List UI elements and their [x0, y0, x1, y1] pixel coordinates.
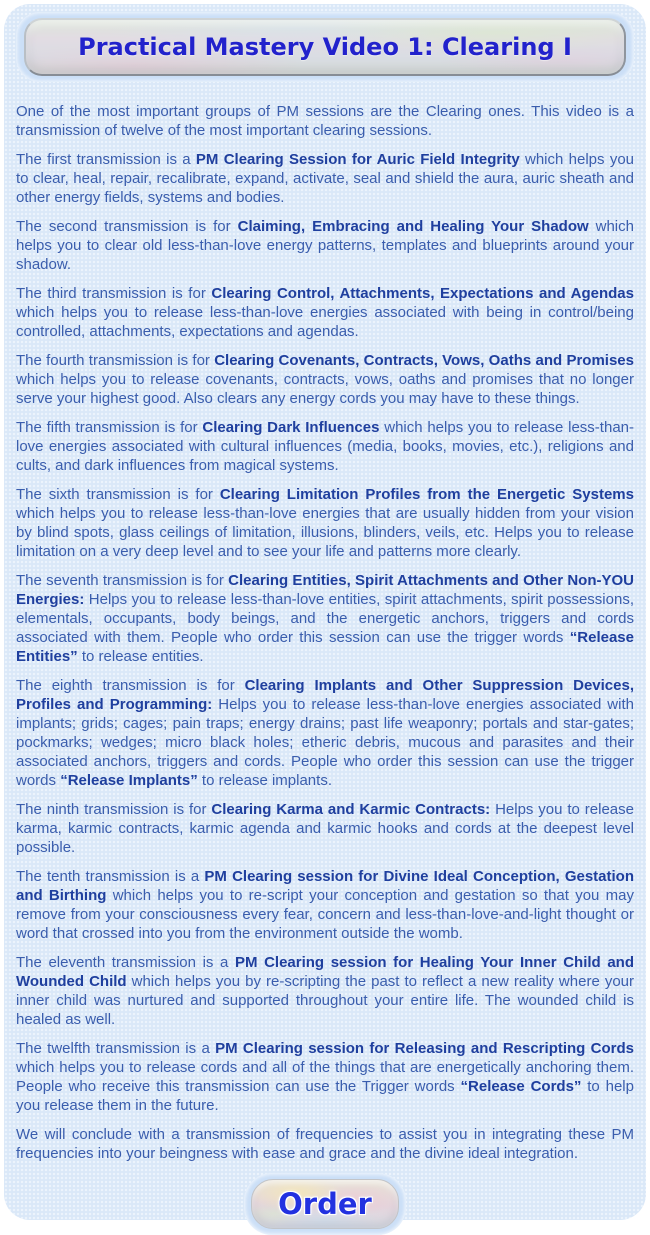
- paragraph-text-run: which helps you to release cords and all of the things that are energetically anchoring them. People who receive this transmission can use the Trigger words: [16, 1059, 634, 1095]
- title-banner: [16, 12, 634, 82]
- paragraph-text-run: The seventh transmission is for: [16, 572, 228, 589]
- paragraph: [16, 1039, 634, 1115]
- paragraph: [16, 867, 634, 943]
- paragraph-text-run: which helps you to clear, heal, repair, recalibrate, expand, activate, seal and shield the aura, auric sheath and other energy fields, systems and bodies.: [16, 151, 634, 206]
- page-title: Practical Mastery Video 1: Clearing I: [78, 33, 572, 61]
- paragraph: [16, 102, 634, 140]
- paragraph-text-run: which helps you to release less-than-love energies associated with being in control/being controlled, attachments, expectations and agendas.: [16, 304, 634, 340]
- paragraph: [16, 217, 634, 274]
- paragraph-text-run: The ninth transmission is for: [16, 801, 211, 818]
- paragraph-text-run: to release implants.: [198, 772, 332, 789]
- order-button-pill: [251, 1179, 399, 1229]
- paragraph-bold-run: Clearing Covenants, Contracts, Vows, Oaths and Promises: [214, 352, 634, 369]
- paragraph-text-run: We will conclude with a transmission of frequencies to assist you in integrating these PM frequencies into your beingness with ease and grace and the divine ideal integration.: [16, 1126, 634, 1162]
- paragraph-text-run: The eighth transmission is for: [16, 677, 245, 694]
- paragraph-bold-run: “Release Cords”: [461, 1078, 582, 1095]
- paragraph-bold-run: PM Clearing session for Healing Your Inner Child and Wounded Child: [16, 954, 634, 990]
- paragraph-bold-run: Claiming, Embracing and Healing Your Shadow: [238, 218, 589, 235]
- paragraph: [16, 418, 634, 475]
- paragraph-text-run: The second transmission is for: [16, 218, 238, 235]
- paragraph-text-run: The fifth transmission is for: [16, 419, 202, 436]
- paragraph-text-run: Helps you to release karma, karmic contracts, karmic agenda and karmic hooks and cords at the deepest level possible.: [16, 801, 634, 856]
- paragraph-text-run: One of the most important groups of PM sessions are the Clearing ones. This video is a transmission of twelve of the most important clearing sessions.: [16, 103, 634, 139]
- paragraph: [16, 1125, 634, 1163]
- paragraph: [16, 571, 634, 666]
- paragraph-bold-run: PM Clearing session for Divine Ideal Conception, Gestation and Birthing: [16, 868, 634, 904]
- paragraph-text-run: which helps you to release covenants, contracts, vows, oaths and promises that no longer serve your highest good. Also clears any energy cords you may have to these things.: [16, 371, 634, 407]
- paragraph-bold-run: PM Clearing Session for Auric Field Integrity: [196, 151, 520, 168]
- paragraph-text-run: which helps you by re-scripting the past to reflect a new reality where your inner child was nurtured and supported throughout your entire life. The wounded child is healed as well.: [16, 973, 634, 1028]
- paragraph-bold-run: “Release Implants”: [60, 772, 198, 789]
- paragraph-text-run: to release entities.: [78, 648, 204, 665]
- paragraph: [16, 800, 634, 857]
- title-banner-pill: [24, 18, 626, 76]
- paragraph: [16, 284, 634, 341]
- paragraph: [16, 676, 634, 790]
- paragraph-bold-run: Clearing Karma and Karmic Contracts:: [211, 801, 490, 818]
- paragraph: [16, 953, 634, 1029]
- paragraph-text-run: to help you release them in the future.: [16, 1078, 634, 1114]
- paragraph-text-run: The eleventh transmission is a: [16, 954, 235, 971]
- paragraph-bold-run: Clearing Dark Influences: [202, 419, 379, 436]
- paragraph-bold-run: “Release Entities”: [16, 629, 634, 665]
- paragraph-bold-run: Clearing Entities, Spirit Attachments and Other Non-YOU Energies:: [16, 572, 634, 608]
- paragraph-text-run: which helps you to release less-than-love energies associated with cultural influences (media, books, movies, etc.), religions and cults, and dark influences from magical systems.: [16, 419, 634, 474]
- paragraph: [16, 485, 634, 561]
- paragraph-text-run: The twelfth transmission is a: [16, 1040, 215, 1057]
- paragraph-text-run: The tenth transmission is a: [16, 868, 204, 885]
- paragraph-bold-run: Clearing Limitation Profiles from the Energetic Systems: [220, 486, 634, 503]
- paragraph-bold-run: Clearing Control, Attachments, Expectations and Agendas: [211, 285, 634, 302]
- paragraph-text-run: The first transmission is a: [16, 151, 196, 168]
- page-panel: [4, 4, 646, 1220]
- order-button-area: [14, 1173, 636, 1235]
- order-button-label: Order: [278, 1187, 372, 1221]
- paragraph: [16, 150, 634, 207]
- order-button[interactable]: [244, 1173, 406, 1235]
- paragraph: [16, 351, 634, 408]
- paragraph-text-run: which helps you to clear old less-than-love energy patterns, templates and blueprints around your shadow.: [16, 218, 634, 273]
- paragraph-text-run: Helps you to release less-than-love entities, spirit attachments, spirit possessions, elementals, occupants, body beings, and the energetic anchors, triggers and cords associated with them. People who order this session can use the trigger words: [16, 591, 634, 646]
- paragraph-text-run: which helps you to re-script your conception and gestation so that you may remove from your consciousness every fear, concern and less-than-love-and-light thought or word that crossed into you from the environment outside the womb.: [16, 887, 634, 942]
- body-text: [14, 102, 636, 1163]
- paragraph-text-run: The fourth transmission is for: [16, 352, 214, 369]
- paragraph-text-run: which helps you to release less-than-love energies that are usually hidden from your vision by blind spots, glass ceilings of limitation, illusions, blinders, veils, etc. Helps you to release limitation on a very deep level and to see your life and patterns more clearly.: [16, 505, 634, 560]
- paragraph-text-run: The sixth transmission is for: [16, 486, 220, 503]
- paragraph-text-run: The third transmission is for: [16, 285, 211, 302]
- paragraph-bold-run: PM Clearing session for Releasing and Rescripting Cords: [215, 1040, 634, 1057]
- paragraph-text-run: Helps you to release less-than-love energies associated with implants; grids; cages; pain traps; energy drains; past life weaponry; portals and star-gates; pockmarks; wedges; micro black holes; etheric debris, mucous and parasites and their associated anchors, triggers and cords. People who order this session can use the trigger words: [16, 696, 634, 789]
- paragraph-bold-run: Clearing Implants and Other Suppression Devices, Profiles and Programming:: [16, 677, 634, 713]
